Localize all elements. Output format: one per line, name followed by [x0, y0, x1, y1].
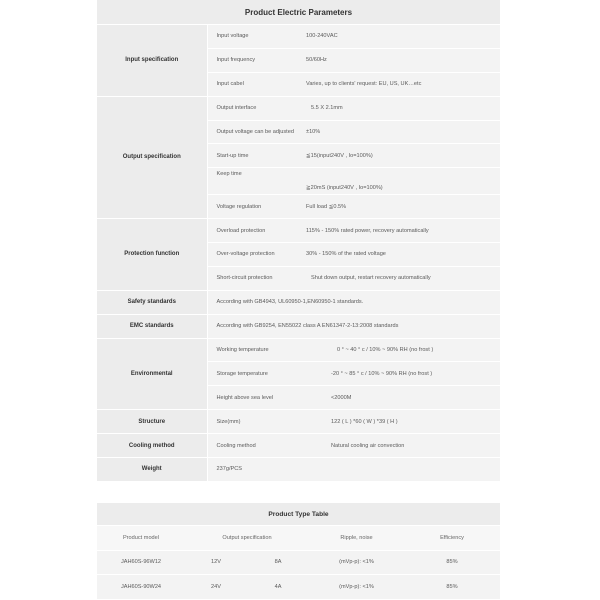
table-row — [97, 410, 500, 434]
param-value: Shut down output, restart recovery automatically — [303, 266, 500, 290]
param-value: Natural cooling air convection — [303, 434, 500, 458]
param-value: 50/60Hz — [303, 48, 500, 72]
table-row — [97, 550, 500, 575]
table-row — [97, 290, 500, 314]
group-label: Cooling method — [97, 434, 207, 458]
param-label: Input frequency — [207, 48, 303, 72]
group-label: Environmental — [97, 338, 207, 410]
column-header-efficiency: Efficiency — [404, 526, 500, 551]
param-label: Short-circuit protection — [207, 266, 303, 290]
param-label: Storage temperature — [207, 362, 303, 386]
current-cell: 4A — [247, 575, 309, 600]
param-label: According with GB4943, UL60950-1,EN60950-1 standards. — [207, 290, 500, 314]
param-value: 115% - 150% rated power, recovery automatically — [303, 219, 500, 243]
current-cell: 8A — [247, 550, 309, 575]
param-value: ≧20mS (input240V , Io=100%) — [303, 168, 500, 195]
param-value: Varies, up to clients' request: EU, US, UK…etc — [303, 72, 500, 96]
param-value: 122 ( L ) *60 ( W ) *39 ( H ) — [303, 410, 500, 434]
table-row — [97, 575, 500, 600]
param-value: <2000M — [303, 386, 500, 410]
param-value: ≦15(input240V , Io=100%) — [303, 144, 500, 168]
model-cell: JAH60S-90W24 — [97, 575, 185, 600]
model-cell: JAH60S-96W12 — [97, 550, 185, 575]
param-value: 30% - 150% of the rated voltage — [303, 243, 500, 267]
param-label: Input cabel — [207, 72, 303, 96]
group-label: Output specification — [97, 96, 207, 218]
efficiency-cell: 85% — [404, 575, 500, 600]
column-header-output: Output specification — [185, 526, 309, 551]
params-table-title: Product Electric Parameters — [97, 0, 500, 25]
param-value: 0 ° ~ 40 ° c / 10% ~ 90% RH (no frost ) — [303, 338, 500, 362]
group-label: EMC standards — [97, 314, 207, 338]
param-label: Size(mm) — [207, 410, 303, 434]
column-header-ripple: Ripple, noise — [309, 526, 404, 551]
param-label: Working temperature — [207, 338, 303, 362]
param-label: Output voltage can be adjusted — [207, 120, 303, 144]
param-label: Overload protection — [207, 219, 303, 243]
param-label: Input voltage — [207, 25, 303, 49]
group-label: Protection function — [97, 219, 207, 291]
param-label: Height above sea level — [207, 386, 303, 410]
efficiency-cell: 85% — [404, 550, 500, 575]
param-value: Full load ≦0.5% — [303, 195, 500, 219]
column-header-model: Product model — [97, 526, 185, 551]
product-type-section — [97, 503, 500, 600]
voltage-cell: 24V — [185, 575, 247, 600]
param-label: Voltage regulation — [207, 195, 303, 219]
type-table-title: Product Type Table — [97, 503, 500, 526]
param-value: -20 ° ~ 85 ° c / 10% ~ 90% RH (no frost ) — [303, 362, 500, 386]
param-label: Output interface — [207, 96, 303, 120]
param-value: 5.5 X 2.1mm — [303, 96, 500, 120]
param-label: 237g/PCS — [207, 458, 500, 482]
electric-parameters-table — [97, 0, 500, 482]
param-label: Start-up time — [207, 144, 303, 168]
table-row — [97, 96, 500, 120]
group-label: Input specification — [97, 25, 207, 97]
product-type-table — [97, 503, 500, 600]
voltage-cell: 12V — [185, 550, 247, 575]
ripple-cell: (mVp-p): <1% — [309, 550, 404, 575]
table-row — [97, 338, 500, 362]
table-row — [97, 25, 500, 49]
param-label: According with GB9254, EN55022 class A EN61347-2-13:2008 standards — [207, 314, 500, 338]
electric-parameters-section — [97, 0, 500, 482]
group-label: Safety standards — [97, 290, 207, 314]
table-row — [97, 314, 500, 338]
table-row — [97, 219, 500, 243]
param-value: ±10% — [303, 120, 500, 144]
param-label: Over-voltage protection — [207, 243, 303, 267]
table-row — [97, 458, 500, 482]
param-label: Cooling method — [207, 434, 303, 458]
group-label: Structure — [97, 410, 207, 434]
group-label: Weight — [97, 458, 207, 482]
param-value: 100-240VAC — [303, 25, 500, 49]
ripple-cell: (mVp-p): <1% — [309, 575, 404, 600]
table-row — [97, 434, 500, 458]
param-label: Keep time — [207, 168, 303, 195]
table-header-row — [97, 526, 500, 551]
